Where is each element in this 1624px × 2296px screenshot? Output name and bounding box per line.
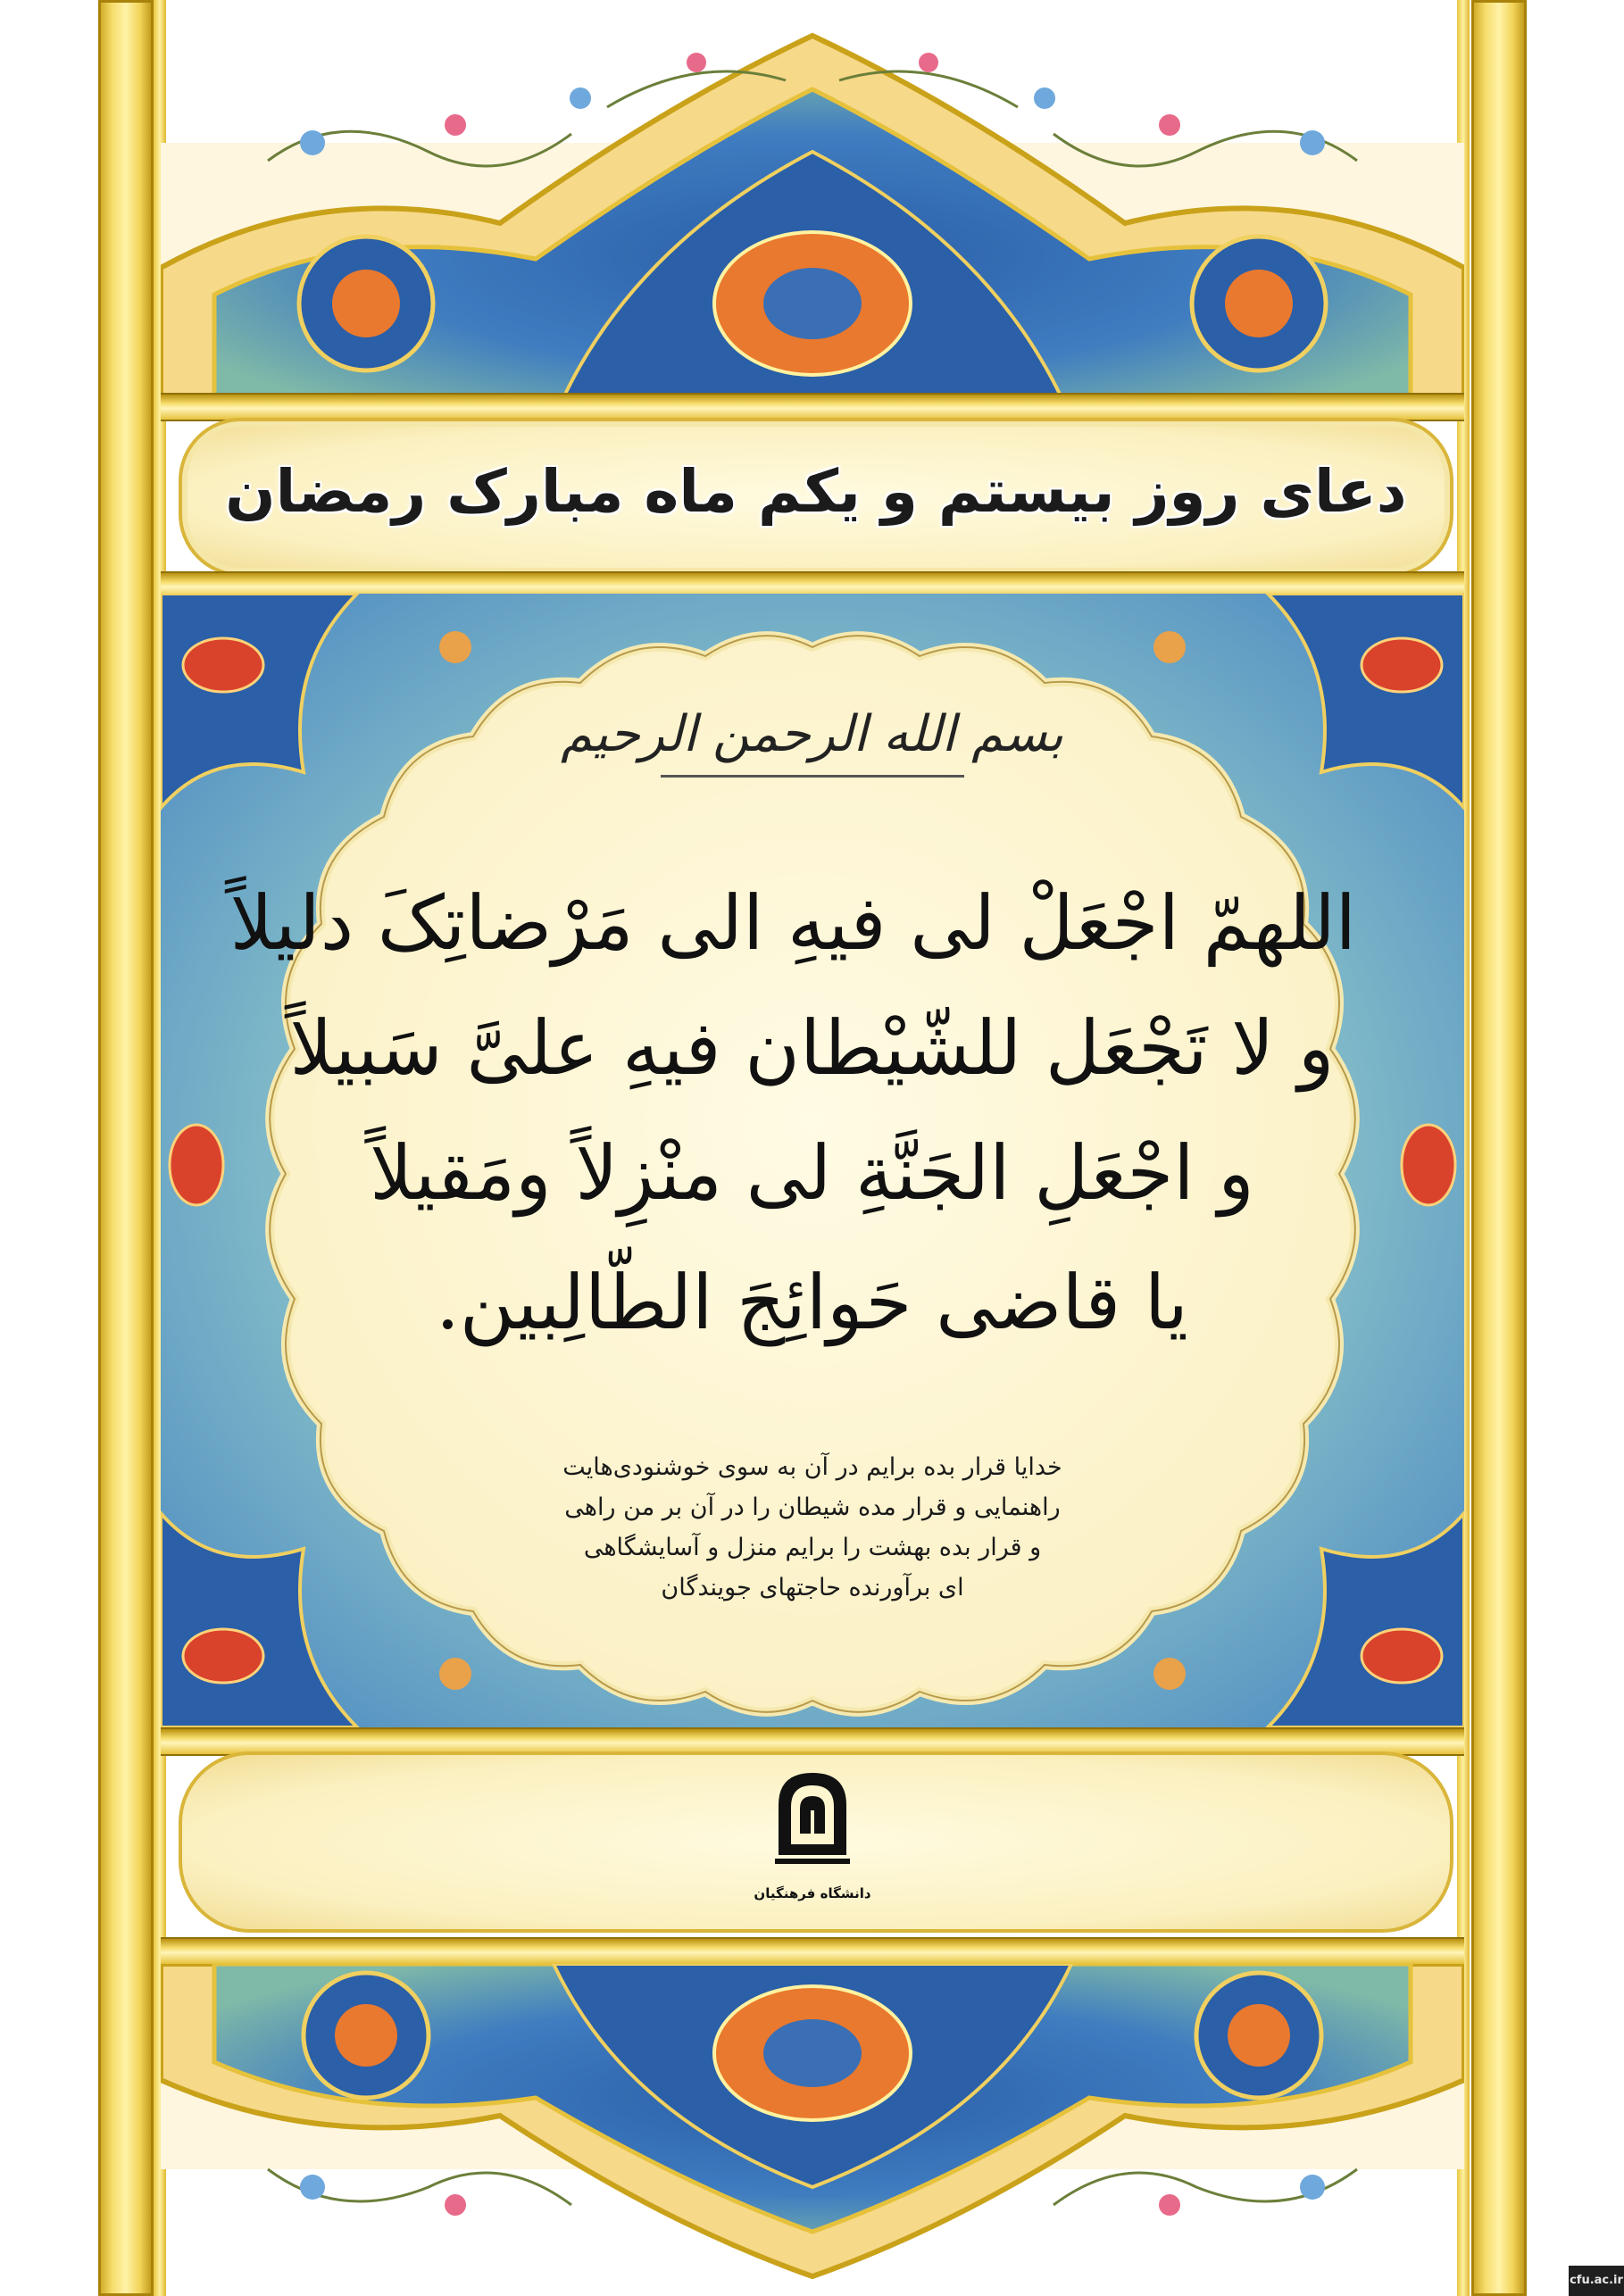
bottom-floral-ornament bbox=[161, 1964, 1464, 2296]
bismillah-underline bbox=[661, 775, 964, 778]
translation-line-2: راهنمایی و قرار مده شیطان را در آن بر من راهی bbox=[564, 1493, 1061, 1521]
page-title: دعای روز بیستم و یکم ماه مبارک رمضان bbox=[225, 457, 1407, 526]
translation-line-1: خدایا قرار بده برایم در آن به سوی خوشنودی‌هایت bbox=[562, 1453, 1062, 1481]
dua-line-2: و لا تَجْعَل للشّیْطان فیهِ علیَّ سَبیلاً bbox=[289, 1004, 1335, 1092]
right-gold-pole bbox=[1471, 0, 1527, 2296]
top-floral-ornament bbox=[161, 0, 1464, 420]
left-gold-pole bbox=[98, 0, 154, 2296]
title-cartouche bbox=[179, 418, 1453, 577]
translation-line-4: ای برآورنده حاجتهای جویندگان bbox=[661, 1574, 964, 1601]
bismillah-calligraphy: بسم الله الرحمن الرحیم bbox=[561, 705, 1063, 763]
bottom-lower-gold-bar bbox=[161, 1937, 1464, 1966]
dua-line-3: و اجْعَلِ الجَنَّةِ لی منْزِلاً ومَقیلاً bbox=[370, 1129, 1254, 1217]
logo-caption: دانشگاه فرهنگیان bbox=[754, 1885, 871, 1901]
site-watermark: cfu.ac.ir bbox=[1569, 2266, 1624, 2296]
dua-line-1: اللهمّ اجْعَلْ لی فیهِ الی مَرْضاتِکَ دلیلاً bbox=[229, 879, 1356, 967]
university-logo bbox=[770, 1769, 855, 1868]
dua-line-4: یا قاضی حَوائِجَ الطّالِبین. bbox=[436, 1259, 1188, 1346]
translation-line-3: و قرار بده بهشت را برایم منزل و آسایشگاهی bbox=[583, 1534, 1042, 1561]
